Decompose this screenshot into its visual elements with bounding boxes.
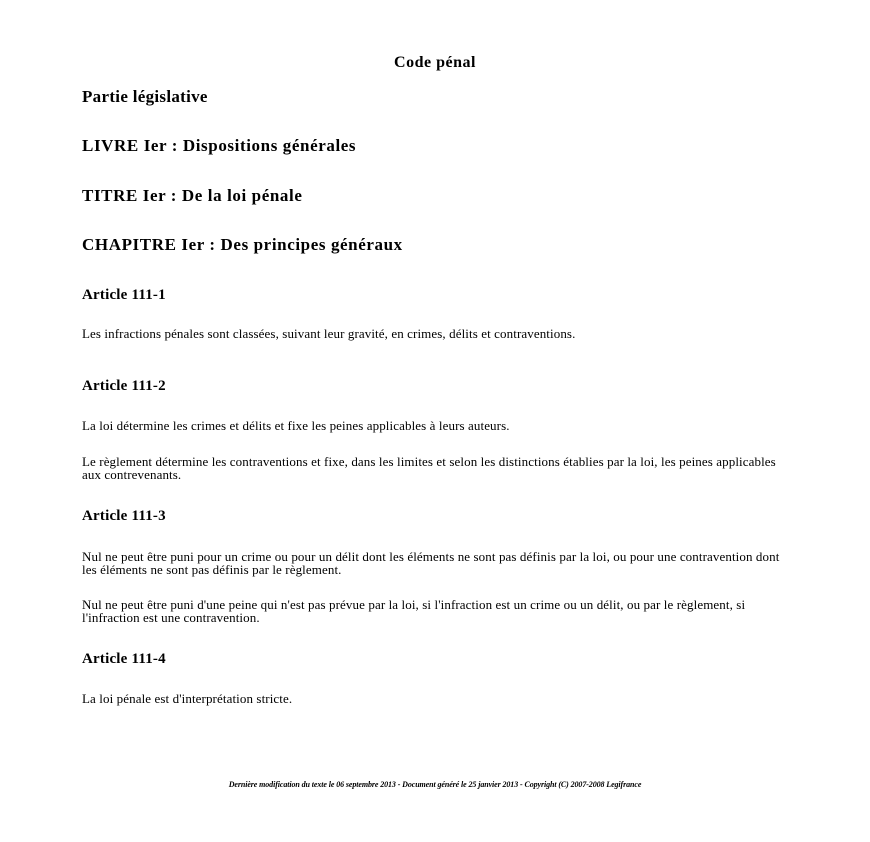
document-title: Code pénal (394, 54, 476, 71)
article-paragraph: La loi détermine les crimes et délits et fixe les peines applicables à leurs auteurs. (82, 418, 510, 433)
article-paragraph: Le règlement détermine les contraventions et fixe, dans les limites et selon les distinctions établies par la loi, les peines applicables aux contrevenants. (82, 454, 776, 482)
livre-heading: LIVRE Ier : Dispositions générales (82, 136, 357, 155)
article-paragraph: Nul ne peut être puni pour un crime ou pour un délit dont les éléments ne sont pas définis par la loi, ou pour une contravention dont les éléments ne sont pas définis par le règlement. (82, 549, 780, 577)
article-paragraph: Nul ne peut être puni d'une peine qui n'est pas prévue par la loi, si l'infraction est un crime ou un délit, ou par le règlement, si l'infraction est une contravention. (82, 597, 746, 625)
titre-heading: TITRE Ier : De la loi pénale (82, 186, 303, 205)
article-paragraph: Les infractions pénales sont classées, suivant leur gravité, en crimes, délits et contraventions. (82, 326, 576, 341)
article-title: Article 111-3 (82, 508, 166, 524)
article-paragraph: La loi pénale est d'interprétation stricte. (82, 691, 293, 706)
chapitre-heading: CHAPITRE Ier : Des principes généraux (82, 235, 403, 254)
article-title: Article 111-4 (82, 651, 166, 667)
document-footer: Dernière modification du texte le 06 septembre 2013 - Document généré le 25 janvier 2013 - Copyright (C) 2007-2008 Legifrance (228, 780, 642, 789)
article-title: Article 111-1 (82, 287, 166, 303)
part-heading: Partie législative (82, 87, 208, 106)
article-title: Article 111-2 (82, 378, 166, 394)
